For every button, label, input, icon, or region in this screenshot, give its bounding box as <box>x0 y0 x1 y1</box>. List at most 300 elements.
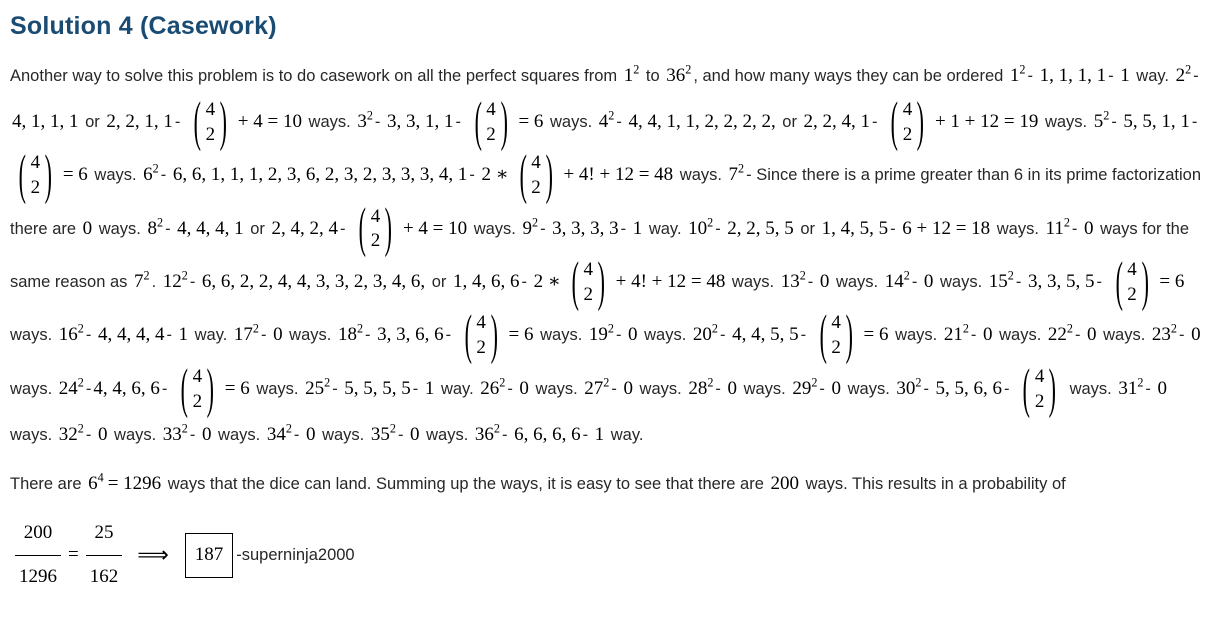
exponent: 2 <box>738 162 745 177</box>
exponent: 2 <box>633 62 640 77</box>
exponent: 2 <box>493 421 500 436</box>
exponent: 2 <box>1170 322 1177 337</box>
text-run: ways. <box>89 166 142 185</box>
exponent: 2 <box>252 322 259 337</box>
text-run: - <box>1071 219 1082 238</box>
binom-bottom-value: 2 <box>902 123 913 145</box>
binom-values <box>371 203 381 256</box>
math-run: + 4 = 10 <box>402 217 468 239</box>
superscript-math: $7^2$ <box>133 268 150 293</box>
text-run: - <box>293 426 304 445</box>
exponent: 2 <box>1103 108 1110 123</box>
math-run: 5, 5, 1, 1 <box>1123 110 1190 132</box>
superscript-math: $35^2$ <box>370 421 396 446</box>
close-paren-icon: ) <box>44 145 53 207</box>
math-run: 2, 2, 4, 1 <box>803 110 871 132</box>
superscript-math: $21^2$ <box>943 322 969 346</box>
superscript-math: $2^2$ <box>1175 62 1192 86</box>
text-run: ways. <box>213 426 265 445</box>
text-run: - <box>615 326 627 345</box>
exponent: 2 <box>77 421 84 436</box>
exponent: 2 <box>366 108 373 123</box>
implies-arrow-icon: ⟹ <box>137 542 169 568</box>
math-run: 4, 4, 6, 6 <box>93 377 160 399</box>
open-paren-icon: ( <box>519 145 527 207</box>
close-paren-icon: ) <box>490 305 498 367</box>
text-run: - <box>1108 67 1119 85</box>
text-run: - <box>166 326 177 345</box>
math-run: = 6 <box>224 377 250 399</box>
text-run: - <box>165 219 176 238</box>
binomial-coefficient <box>14 145 57 207</box>
math-run: 1 <box>1120 65 1130 86</box>
text-run: - <box>412 379 423 398</box>
exponent: 2 <box>1063 215 1070 230</box>
text-run: - <box>970 326 982 345</box>
superscript-math: $6^2$ <box>143 162 159 186</box>
text-run: ways. <box>738 379 791 398</box>
text-run: ways. <box>10 326 57 345</box>
exponent: 2 <box>156 215 164 230</box>
exponent: 2 <box>1066 322 1073 337</box>
text-run: . <box>151 273 161 292</box>
fraction-numerator: 200 <box>23 522 53 544</box>
text-run: - <box>923 379 934 398</box>
binom-top-value: 4 <box>583 259 593 281</box>
exponent: 2 <box>915 375 922 390</box>
text-run: ways. <box>317 426 369 445</box>
text-run: way. <box>606 426 644 445</box>
exponent: 2 <box>1137 375 1144 390</box>
math-run: 0 <box>519 377 529 399</box>
text-run: or <box>795 219 820 238</box>
binom-top-value: 4 <box>902 98 913 120</box>
binom-bottom-value: 2 <box>1034 390 1045 412</box>
open-paren-icon: ( <box>180 359 188 420</box>
superscript-math: $13^2$ <box>780 268 806 293</box>
text-run: ways. <box>251 379 304 398</box>
math-run: + 4 = 10 <box>237 110 302 132</box>
text-run: - <box>260 326 272 345</box>
close-paren-icon: ) <box>219 92 228 153</box>
text-run: - <box>807 273 818 292</box>
binom-top-value: 4 <box>205 98 216 120</box>
binom-values <box>476 309 486 362</box>
text-run: ways. <box>545 112 597 131</box>
math-run: 6 + 12 = 18 <box>902 217 991 239</box>
binom-values <box>831 309 841 362</box>
binomial-coefficient <box>515 145 558 207</box>
text-run: - <box>719 326 731 345</box>
text-run: ways. <box>935 273 987 292</box>
binom-top-value: 4 <box>30 152 41 174</box>
math-run: 4, 4, 5, 5 <box>732 324 799 346</box>
exponent: 2 <box>77 375 84 390</box>
math-run: = 6 <box>863 324 889 346</box>
exponent: 2 <box>607 322 614 337</box>
math-run: = 1296 <box>107 473 162 495</box>
text-run: or <box>427 273 451 292</box>
superscript-math: $19^2$ <box>588 322 614 346</box>
close-paren-icon: ) <box>545 145 553 207</box>
math-run: 4, 4, 4, 4 <box>97 324 165 346</box>
superscript-math: $36^2$ <box>666 62 692 86</box>
text-run: - <box>85 379 92 398</box>
open-paren-icon: ( <box>890 92 899 153</box>
text-run: -superninja2000 <box>236 545 355 564</box>
exponent: 2 <box>143 268 150 283</box>
text-run: ways. <box>1040 112 1092 131</box>
binom-values <box>1127 256 1137 309</box>
binomial-coefficient <box>567 252 610 313</box>
text-run: ways. <box>10 379 57 398</box>
text-run: - <box>161 379 172 398</box>
math-run: 2, 4, 2, 4 <box>271 217 338 239</box>
math-run: 0 <box>97 424 108 446</box>
superscript-math: $30^2$ <box>896 375 922 399</box>
text-run: - <box>521 273 532 292</box>
binom-top-value: 4 <box>831 312 841 334</box>
math-run: 3, 3, 3, 3 <box>552 217 619 239</box>
text-run: ways. <box>530 379 583 398</box>
superscript-math: $6^4$ <box>88 470 104 495</box>
text-run: - <box>582 426 593 445</box>
text-run: - <box>374 112 385 131</box>
text-run: ways. <box>634 379 687 398</box>
superscript-math: $36^2$ <box>474 421 500 446</box>
superscript-math: $31^2$ <box>1118 375 1144 399</box>
math-run: 0 <box>82 217 93 239</box>
exponent: 2 <box>799 268 806 283</box>
text-run: ways that the dice can land. Summing up the ways, it is easy to see that there are <box>163 475 769 494</box>
binomial-coefficient <box>470 92 513 153</box>
text-run: - <box>501 426 513 445</box>
exponent: 2 <box>1019 62 1026 77</box>
superscript-math: $7^2$ <box>728 162 745 186</box>
exponent: 2 <box>903 268 910 283</box>
text-run: - <box>1096 273 1107 292</box>
text-run: - <box>1074 326 1086 345</box>
math-run: 5, 5, 5, 5 <box>344 377 411 399</box>
superscript-math: $18^2$ <box>337 322 364 346</box>
exponent: 2 <box>324 375 331 390</box>
math-run: 1, 1, 1, 1 <box>1039 65 1107 86</box>
text-run: - <box>365 326 376 345</box>
binomial-coefficient <box>176 359 219 420</box>
binom-values <box>31 149 41 202</box>
text-run: way. <box>644 219 687 238</box>
math-run: 4, 4, 4, 1 <box>177 217 244 239</box>
math-run: 6, 6, 6, 6 <box>514 424 581 446</box>
open-paren-icon: ( <box>1022 359 1031 420</box>
text-run: - <box>1111 112 1122 131</box>
math-run: 1, 4, 6, 6 <box>453 271 520 293</box>
math-run: 0 <box>623 377 633 399</box>
math-run: 1 <box>632 217 643 239</box>
superscript-math: $22^2$ <box>1047 322 1073 346</box>
text-run: ways. <box>992 219 1044 238</box>
text-run: - <box>715 219 726 238</box>
fraction-numerator: 25 <box>94 522 114 544</box>
text-run: ways. <box>1098 326 1150 345</box>
text-run: - <box>620 219 631 238</box>
binom-top-value: 4 <box>531 152 541 174</box>
text-run: - <box>819 379 830 398</box>
text-run: - <box>1004 379 1015 398</box>
text-run: - <box>1145 379 1156 398</box>
superscript-math: $25^2$ <box>305 375 331 399</box>
binom-top-value: 4 <box>1034 365 1045 387</box>
superscript-math: $32^2$ <box>58 421 84 446</box>
binom-bottom-value: 2 <box>583 283 593 305</box>
exponent: 2 <box>285 421 292 436</box>
text-run: or <box>245 219 270 238</box>
text-run: - Since there is a prime greater than 6 in its prime factorization there are <box>10 166 1201 238</box>
fraction-denominator: 1296 <box>15 555 61 597</box>
binomial-coefficient <box>460 305 503 367</box>
exponent: 2 <box>962 322 969 337</box>
math-run: 0 <box>273 324 283 346</box>
binom-values <box>486 96 496 149</box>
binom-top-value: 4 <box>370 205 381 227</box>
math-run: 0 <box>831 377 842 399</box>
text-run: - <box>332 379 343 398</box>
math-run: 0 <box>1191 324 1201 346</box>
math-run: 0 <box>410 424 420 446</box>
close-paren-icon: ) <box>845 305 853 367</box>
text-run: - <box>715 379 726 398</box>
close-paren-icon: ) <box>1141 252 1149 313</box>
close-paren-icon: ) <box>384 199 393 260</box>
math-run: 0 <box>1157 377 1168 399</box>
binom-bottom-value: 2 <box>30 177 41 198</box>
text-run: - <box>340 219 351 238</box>
text-run: - <box>455 112 466 131</box>
math-run: = 6 <box>1159 271 1185 293</box>
superscript-math: $26^2$ <box>480 375 506 399</box>
math-run: 0 <box>1087 324 1097 346</box>
boxed-answer: 187 <box>185 533 234 578</box>
open-paren-icon: ( <box>1115 252 1123 313</box>
superscript-math: $3^2$ <box>357 108 373 132</box>
math-run: 4, 4, 1, 1, 2, 2, 2, 2, <box>628 110 776 132</box>
binom-top-value: 4 <box>1127 259 1137 281</box>
exponent: 2 <box>181 268 188 283</box>
math-run: 1 <box>178 324 189 346</box>
superscript-math: $28^2$ <box>688 375 714 399</box>
superscript-math: $16^2$ <box>58 322 84 346</box>
math-run: = 6 <box>518 110 544 132</box>
math-run: 0 <box>819 271 830 293</box>
binom-top-value: 4 <box>476 312 486 334</box>
text-run: - <box>1193 67 1199 85</box>
superscript-math: $24^2$ <box>58 375 84 399</box>
exponent: 2 <box>685 62 692 77</box>
total-ways-paragraph <box>10 465 1204 504</box>
math-run: = 6 <box>62 164 88 186</box>
text-run: ways. <box>675 166 727 185</box>
text-run: - <box>174 112 185 131</box>
text-run: ways. <box>994 326 1046 345</box>
binom-values <box>531 149 541 202</box>
text-run: - <box>85 326 96 345</box>
text-run: - <box>800 326 811 345</box>
text-run: There are <box>10 475 87 494</box>
binomial-coefficient <box>815 305 858 367</box>
superscript-math: $27^2$ <box>584 375 610 399</box>
text-run: - <box>469 166 480 185</box>
math-run: 0 <box>923 271 934 293</box>
binomial-coefficient <box>1018 359 1061 420</box>
math-run: 0 <box>201 424 212 446</box>
text-run: ways. <box>469 219 521 238</box>
exponent: 2 <box>389 421 396 436</box>
binom-values <box>1035 363 1045 416</box>
text-run: ways. <box>831 273 883 292</box>
text-run: - <box>507 379 518 398</box>
exponent: 2 <box>1185 62 1192 77</box>
open-paren-icon: ( <box>193 92 201 153</box>
binom-values <box>206 96 216 149</box>
binom-bottom-value: 2 <box>476 337 486 359</box>
close-paren-icon: ) <box>500 92 508 153</box>
text-run: - <box>1191 112 1198 131</box>
math-run: 3, 3, 5, 5 <box>1027 271 1095 293</box>
math-run: 0 <box>983 324 993 346</box>
math-run: 2, 2, 1, 1 <box>106 110 173 132</box>
math-run: 4, 1, 1, 1 <box>12 110 79 132</box>
text-run: - <box>189 426 200 445</box>
text-run: - <box>1027 67 1038 85</box>
superscript-math: $15^2$ <box>988 268 1014 293</box>
text-run: - <box>890 219 901 238</box>
math-run: 1 <box>424 377 435 399</box>
text-run: ways. <box>109 426 161 445</box>
text-run: ways. <box>284 326 336 345</box>
open-paren-icon: ( <box>474 92 482 153</box>
text-run: or <box>80 112 105 131</box>
text-run: - <box>1015 273 1026 292</box>
superscript-math: $1^2$ <box>1009 62 1026 86</box>
binom-values <box>193 363 203 416</box>
exponent: 2 <box>531 215 539 230</box>
text-run: ways. This results in a probability of <box>801 475 1066 494</box>
superscript-math: $11^2$ <box>1045 215 1070 239</box>
math-run: + 1 + 12 = 19 <box>934 110 1039 132</box>
math-run: + 4! + 12 = 48 <box>563 164 674 186</box>
binomial-coefficient <box>189 92 232 153</box>
math-run: 5, 5, 6, 6 <box>935 377 1003 399</box>
fraction <box>15 514 61 597</box>
text-run: - <box>189 273 200 292</box>
casework-paragraph <box>10 57 1204 455</box>
exponent: 4 <box>97 470 104 485</box>
text-run: - <box>911 273 922 292</box>
text-run: - <box>616 112 627 131</box>
open-paren-icon: ( <box>571 252 579 313</box>
text-run: - <box>540 219 551 238</box>
close-paren-icon: ) <box>597 252 605 313</box>
superscript-math: $10^2$ <box>688 215 714 239</box>
text-run: - <box>397 426 409 445</box>
binom-values <box>903 96 913 149</box>
exponent: 2 <box>1007 268 1014 283</box>
math-run: 0 <box>306 424 316 446</box>
math-run: 0 <box>727 377 737 399</box>
exponent: 2 <box>707 375 714 390</box>
text-run: ways. <box>303 112 356 131</box>
text-run: - <box>1178 326 1190 345</box>
exponent: 2 <box>499 375 506 390</box>
text-run: ways. <box>639 326 691 345</box>
superscript-math: $12^2$ <box>162 268 188 293</box>
text-run: ways. <box>727 273 779 292</box>
math-run: 2 ∗ <box>481 164 509 186</box>
binom-bottom-value: 2 <box>831 337 841 359</box>
text-run: ways. <box>890 326 942 345</box>
text-run: ways for the same reason as <box>10 219 1190 292</box>
text-run: ways. <box>94 219 146 238</box>
exponent: 2 <box>152 162 159 177</box>
close-paren-icon: ) <box>206 359 215 420</box>
superscript-math: $33^2$ <box>162 421 188 446</box>
text-run: ways. <box>1064 379 1117 398</box>
superscript-math: $23^2$ <box>1151 322 1177 346</box>
math-run: = 6 <box>508 324 534 346</box>
text-run: - <box>611 379 622 398</box>
exponent: 2 <box>181 421 188 436</box>
fraction <box>86 514 123 597</box>
superscript-math: $29^2$ <box>792 375 818 399</box>
text-run: or <box>777 112 802 131</box>
open-paren-icon: ( <box>18 145 27 207</box>
open-paren-icon: ( <box>358 199 367 260</box>
open-paren-icon: ( <box>819 305 827 367</box>
binom-values <box>583 256 593 309</box>
superscript-math: $1^2$ <box>623 62 640 86</box>
close-paren-icon: ) <box>1048 359 1057 420</box>
math-run: 2 ∗ <box>533 271 561 293</box>
open-paren-icon: ( <box>464 305 472 367</box>
exponent: 2 <box>608 108 615 123</box>
math-run: 0 <box>628 324 638 346</box>
binom-bottom-value: 2 <box>370 230 381 252</box>
math-run: 1 <box>594 424 605 446</box>
math-run: 1, 4, 5, 5 <box>821 217 889 239</box>
binom-top-value: 4 <box>192 365 203 387</box>
exponent: 2 <box>77 322 84 337</box>
binom-bottom-value: 2 <box>1127 283 1137 305</box>
binom-bottom-value: 2 <box>205 123 216 145</box>
math-run: = <box>68 543 79 565</box>
section-heading: Solution 4 (Casework) <box>10 12 277 40</box>
solution-body <box>10 57 1204 597</box>
math-run: 6, 6, 2, 2, 4, 4, 3, 3, 2, 3, 4, 6, <box>201 271 426 293</box>
binom-bottom-value: 2 <box>486 123 496 145</box>
text-run: Another way to solve this problem is to do casework on all the perfect squares from <box>10 67 622 85</box>
superscript-math: $17^2$ <box>233 322 259 346</box>
answer-line <box>10 514 1204 597</box>
superscript-math: $4^2$ <box>598 108 615 132</box>
superscript-math: $14^2$ <box>884 268 910 293</box>
superscript-math: $9^2$ <box>522 215 539 239</box>
binom-bottom-value: 2 <box>531 177 541 198</box>
text-run: - <box>445 326 456 345</box>
text-run: , and how many ways they can be ordered <box>693 67 1008 85</box>
superscript-math: $20^2$ <box>692 322 718 346</box>
math-run: 0 <box>1084 217 1094 239</box>
superscript-math: $8^2$ <box>147 215 164 239</box>
